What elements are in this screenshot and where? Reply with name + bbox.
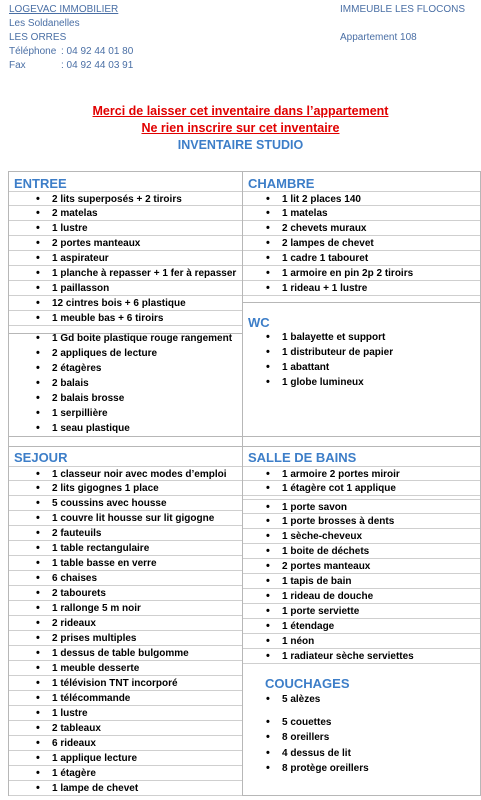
list-item: • 2 matelas <box>9 206 242 221</box>
list-item: • 6 chaises <box>9 571 242 586</box>
list-item: • 1 abattant <box>243 360 480 375</box>
section-title-salle-de-bains: SALLE DE BAINS <box>248 450 357 465</box>
list-item: • 1 serpillière <box>9 406 242 421</box>
list-item: • 2 portes manteaux <box>9 236 242 251</box>
section-salle-de-bains <box>243 446 480 795</box>
list-item: • 2 lampes de chevet <box>243 236 480 251</box>
list-item: • 6 rideaux <box>9 736 242 751</box>
spacer-row <box>9 436 242 446</box>
list-item: • 1 globe lumineux <box>243 375 480 390</box>
list-item: • 1 étendage <box>243 619 480 634</box>
section-title-sejour: SEJOUR <box>14 450 68 465</box>
list-item: • 2 tabourets <box>9 586 242 601</box>
list-item: • 1 cadre 1 tabouret <box>243 251 480 266</box>
list-item: • 1 boite de déchets <box>243 544 480 559</box>
list-item: • 1 matelas <box>243 206 480 221</box>
section-chambre <box>243 172 480 302</box>
list-item: • 1 seau plastique <box>9 421 242 436</box>
building-name: IMMEUBLE LES FLOCONS <box>340 4 466 15</box>
list-item: • 2 portes manteaux <box>243 559 480 574</box>
list-item: • 1 classeur noir avec modes d’emploi <box>9 466 242 481</box>
list-item: • 1 télévision TNT incorporé <box>9 676 242 691</box>
list-item: • 1 lit 2 places 140 <box>243 191 480 206</box>
list-item: • 5 couettes <box>243 715 480 731</box>
list-item: • 2 chevets muraux <box>243 221 480 236</box>
list-item: • 1 télécommande <box>9 691 242 706</box>
list-item: • 2 lits gigognes 1 place <box>9 481 242 496</box>
sejour-list <box>9 466 242 796</box>
couchages-list <box>243 692 480 777</box>
list-item: • 1 paillasson <box>9 281 242 296</box>
notice-line-2: Ne rien inscrire sur cet inventaire <box>141 121 340 135</box>
list-item: • 1 armoire 2 portes miroir <box>243 466 480 481</box>
list-item: • 1 table rectangulaire <box>9 541 242 556</box>
list-item: • 5 alèzes <box>243 692 480 708</box>
list-item: • 1 lustre <box>9 221 242 236</box>
section-title-wc: WC <box>248 315 270 330</box>
section-sejour <box>9 446 242 795</box>
list-item: • 2 rideaux <box>9 616 242 631</box>
phone-label: Téléphone <box>9 46 57 57</box>
entree-list <box>9 191 242 326</box>
list-item: • 2 balais brosse <box>9 391 242 406</box>
list-item: • 12 cintres bois + 6 plastique <box>9 296 242 311</box>
section-title-entree: ENTREE <box>14 176 67 191</box>
fax-row <box>9 59 133 73</box>
list-item: • 8 oreillers <box>243 730 480 746</box>
list-item: • 2 appliques de lecture <box>9 346 242 361</box>
right-column <box>243 172 480 795</box>
list-item: • 2 tableaux <box>9 721 242 736</box>
list-item: • 1 meuble bas + 6 tiroirs <box>9 311 242 326</box>
apartment-number: Appartement 108 <box>340 32 417 43</box>
list-item: • 1 tapis de bain <box>243 574 480 589</box>
fax-number: : 04 92 44 03 91 <box>61 60 134 71</box>
list-item: • 1 lustre <box>9 706 242 721</box>
wc-list <box>243 330 480 390</box>
list-item: • 1 dessus de table bulgomme <box>9 646 242 661</box>
list-item: • 1 armoire en pin 2p 2 tiroirs <box>243 266 480 281</box>
list-item: • 1 étagère <box>9 766 242 781</box>
section-wc <box>243 302 480 436</box>
list-item: • 1 rideau de douche <box>243 589 480 604</box>
address-line: Les Soldanelles <box>9 18 80 29</box>
list-item: • 1 Gd boite plastique rouge rangement <box>9 331 242 346</box>
left-column <box>9 172 243 795</box>
list-item: • 1 planche à repasser + 1 fer à repasser <box>9 266 242 281</box>
agency-contact <box>9 3 133 73</box>
list-item: • 1 lampe de chevet <box>9 781 242 796</box>
inventory-sheet <box>8 171 481 796</box>
list-item: • 1 néon <box>243 634 480 649</box>
list-item: • 1 meuble desserte <box>9 661 242 676</box>
list-item: • 1 balayette et support <box>243 330 480 345</box>
fax-label: Fax <box>9 60 26 71</box>
phone-number: : 04 92 44 01 80 <box>61 46 134 57</box>
section-entree <box>9 172 242 333</box>
spacer-row <box>243 436 480 446</box>
list-item: • 5 coussins avec housse <box>9 496 242 511</box>
list-item: • 1 porte savon <box>243 499 480 514</box>
list-item: • 2 étagères <box>9 361 242 376</box>
list-item: • 1 table basse en verre <box>9 556 242 571</box>
list-item: • 1 porte brosses à dents <box>243 514 480 529</box>
list-item: • 2 fauteuils <box>9 526 242 541</box>
property-info <box>340 3 465 45</box>
list-item: • 1 étagère cot 1 applique <box>243 481 480 496</box>
list-item: • 2 balais <box>9 376 242 391</box>
address-line: LES ORRES <box>9 32 67 43</box>
list-item: • 1 applique lecture <box>9 751 242 766</box>
list-item: • 1 radiateur sèche serviettes <box>243 649 480 664</box>
list-item: • 1 aspirateur <box>9 251 242 266</box>
inventory-title: INVENTAIRE STUDIO <box>177 138 304 152</box>
list-item: • 1 distributeur de papier <box>243 345 480 360</box>
section-entree-continued <box>9 333 242 436</box>
list-item: • 1 rallonge 5 m noir <box>9 601 242 616</box>
list-item: • 1 sèche-cheveux <box>243 529 480 544</box>
section-title-chambre: CHAMBRE <box>248 176 315 191</box>
chambre-list <box>243 191 480 296</box>
list-item: • 2 prises multiples <box>9 631 242 646</box>
list-item: • 4 dessus de lit <box>243 746 480 762</box>
list-item: • 1 couvre lit housse sur lit gigogne <box>9 511 242 526</box>
company-name[interactable]: LOGEVAC IMMOBILIER <box>9 4 119 15</box>
list-item: • 1 porte serviette <box>243 604 480 619</box>
list-item: • 1 rideau + 1 lustre <box>243 281 480 296</box>
list-item: • 8 protège oreillers <box>243 761 480 777</box>
phone-row <box>9 45 133 59</box>
notice-line-1: Merci de laisser cet inventaire dans l’appartement <box>92 104 389 118</box>
section-title-couchages: COUCHAGES <box>265 676 350 691</box>
entree-list-continued <box>9 331 242 436</box>
salle-de-bains-list <box>243 466 480 496</box>
salle-de-bains-list-continued <box>243 499 480 664</box>
list-item: • 2 lits superposés + 2 tiroirs <box>9 191 242 206</box>
